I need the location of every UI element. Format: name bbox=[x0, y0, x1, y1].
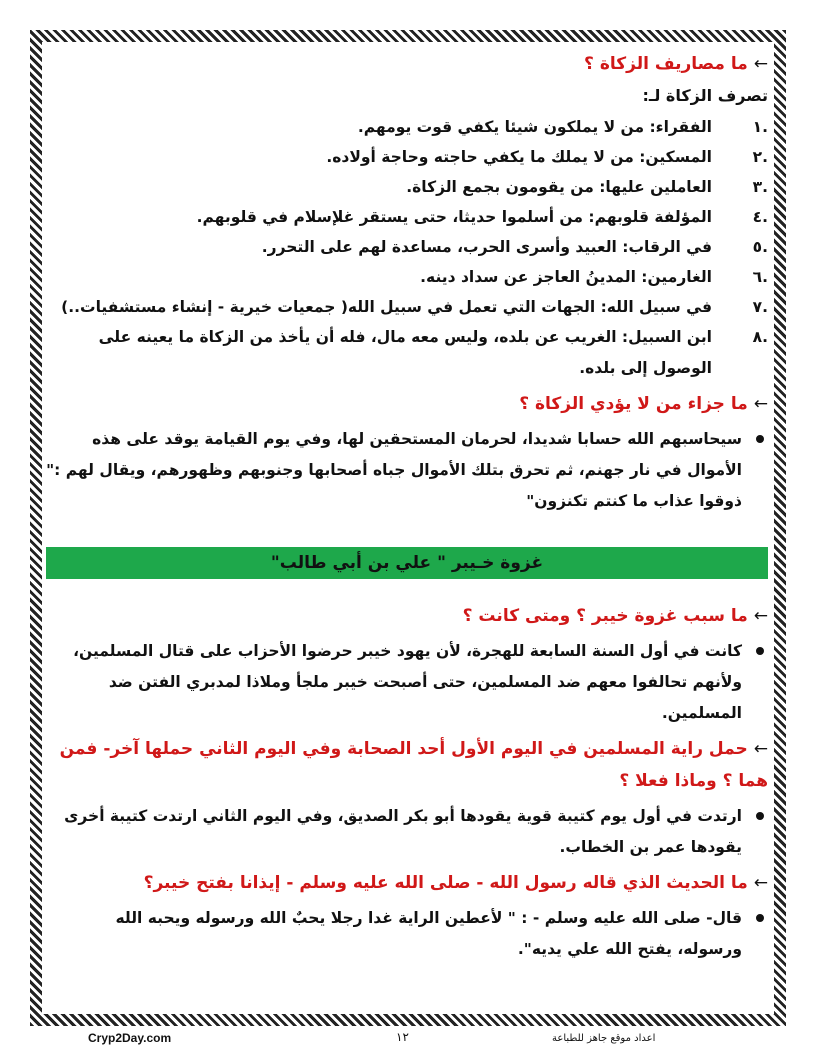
list-item: .١ الفقراء: من لا يملكون شيئا يكفي قوت يومهم. bbox=[357, 118, 768, 136]
answer-hadith: قال- صلى الله عليه وسلم - : " لأعطين الراية غدا رجلا يحبٌ الله ورسوله ويحبه الله ورسوله، يفتح الله علي يديه". bbox=[46, 903, 768, 965]
bullet-icon bbox=[756, 914, 764, 922]
arrow-icon: ← bbox=[753, 873, 768, 893]
question-zakat-recipients: ←ما مصاريف الزكاة ؟ bbox=[584, 54, 768, 74]
question-flag-bearers: ←حمل راية المسلمين في اليوم الأول أحد الصحابة وفي اليوم الثاني حملها آخر- فمن هما ؟ وماذا فعلا ؟ bbox=[59, 739, 768, 791]
question-zakat-penalty: ←ما جزاء من لا يؤدي الزكاة ؟ bbox=[519, 394, 768, 414]
khaybar-section bbox=[46, 596, 768, 969]
zakat-recipients-list bbox=[46, 112, 768, 384]
list-item: .٣ العاملين عليها: من يقومون بجمع الزكاة. bbox=[406, 178, 768, 196]
bullet-icon bbox=[756, 647, 764, 655]
page-content bbox=[46, 44, 768, 1004]
question-hadith: ←ما الحديث الذي قاله رسول الله - صلى الله عليه وسلم - إيذانا بفتح خيبر؟ bbox=[143, 873, 768, 893]
zakat-lead: تصرف الزكاة لـ: bbox=[642, 86, 768, 105]
answer-flag-bearers: ارتدت في أول يوم كتيبة قوية يقودها أبو بكر الصديق، وفي اليوم الثاني ارتدت كتيبة أخرى يقودها عمر بن الخطاب. bbox=[46, 801, 768, 863]
bullet-icon bbox=[756, 435, 764, 443]
footer-credit: اعداد موقع جاهز للطباعة bbox=[552, 1033, 656, 1044]
answer-khaybar-cause: كانت في أول السنة السابعة للهجرة، لأن يهود خيبر حرضوا الأحزاب على قتال المسلمين، ولأنهم تحالفوا معهم ضد المسلمين، حتى أصبحت خيبر ملجأ وملاذا لمدبري الفتن ضد المسلمين. bbox=[46, 636, 768, 729]
answer-zakat-penalty: سيحاسبهم الله حسابا شديدا، لحرمان المستحقين لها، وفي يوم القيامة يوقد على هذه الأموال في نار جهنم، ثم تحرق بتلك الأموال جباه أصحابها وجنوبهم وظهورهم، ويقال لهم :" ذوقوا عذاب ما كنتم تكنزون" bbox=[46, 424, 768, 517]
arrow-icon: ← bbox=[753, 54, 768, 74]
page-number: ١٢ bbox=[396, 1030, 409, 1044]
list-item: .٨ ابن السبيل: الغريب عن بلده، وليس معه مال، فله أن يأخذ من الزكاة ما يعينه على الوصول إلى بلده. bbox=[98, 328, 768, 377]
section-banner: غزوة خـيبر " علي بن أبي طالب" bbox=[46, 547, 768, 579]
arrow-icon: ← bbox=[753, 394, 768, 414]
bullet-icon bbox=[756, 812, 764, 820]
list-item: .٧ في سبيل الله: الجهات التي تعمل في سبيل الله( جمعيات خيرية - إنشاء مستشفيات..) bbox=[61, 298, 768, 316]
list-item: .٥ في الرقاب: العبيد وأسرى الحرب، مساعدة لهم على التحرر. bbox=[261, 238, 768, 256]
list-item: .٦ الغارمين: المدينُ العاجز عن سداد دينه. bbox=[420, 268, 768, 286]
arrow-icon: ← bbox=[753, 606, 768, 626]
list-item: .٢ المسكين: من لا يملك ما يكفي حاجته وحاجة أولاده. bbox=[326, 148, 768, 166]
footer-site: Cryp2Day.com bbox=[88, 1031, 172, 1045]
list-item: .٤ المؤلفة قلوبهم: من أسلموا حديثا، حتى يستقر غلإسلام في قلوبهم. bbox=[196, 208, 768, 226]
question-khaybar-cause: ←ما سبب غزوة خيبر ؟ ومتى كانت ؟ bbox=[462, 606, 768, 626]
arrow-icon: ← bbox=[753, 739, 768, 759]
